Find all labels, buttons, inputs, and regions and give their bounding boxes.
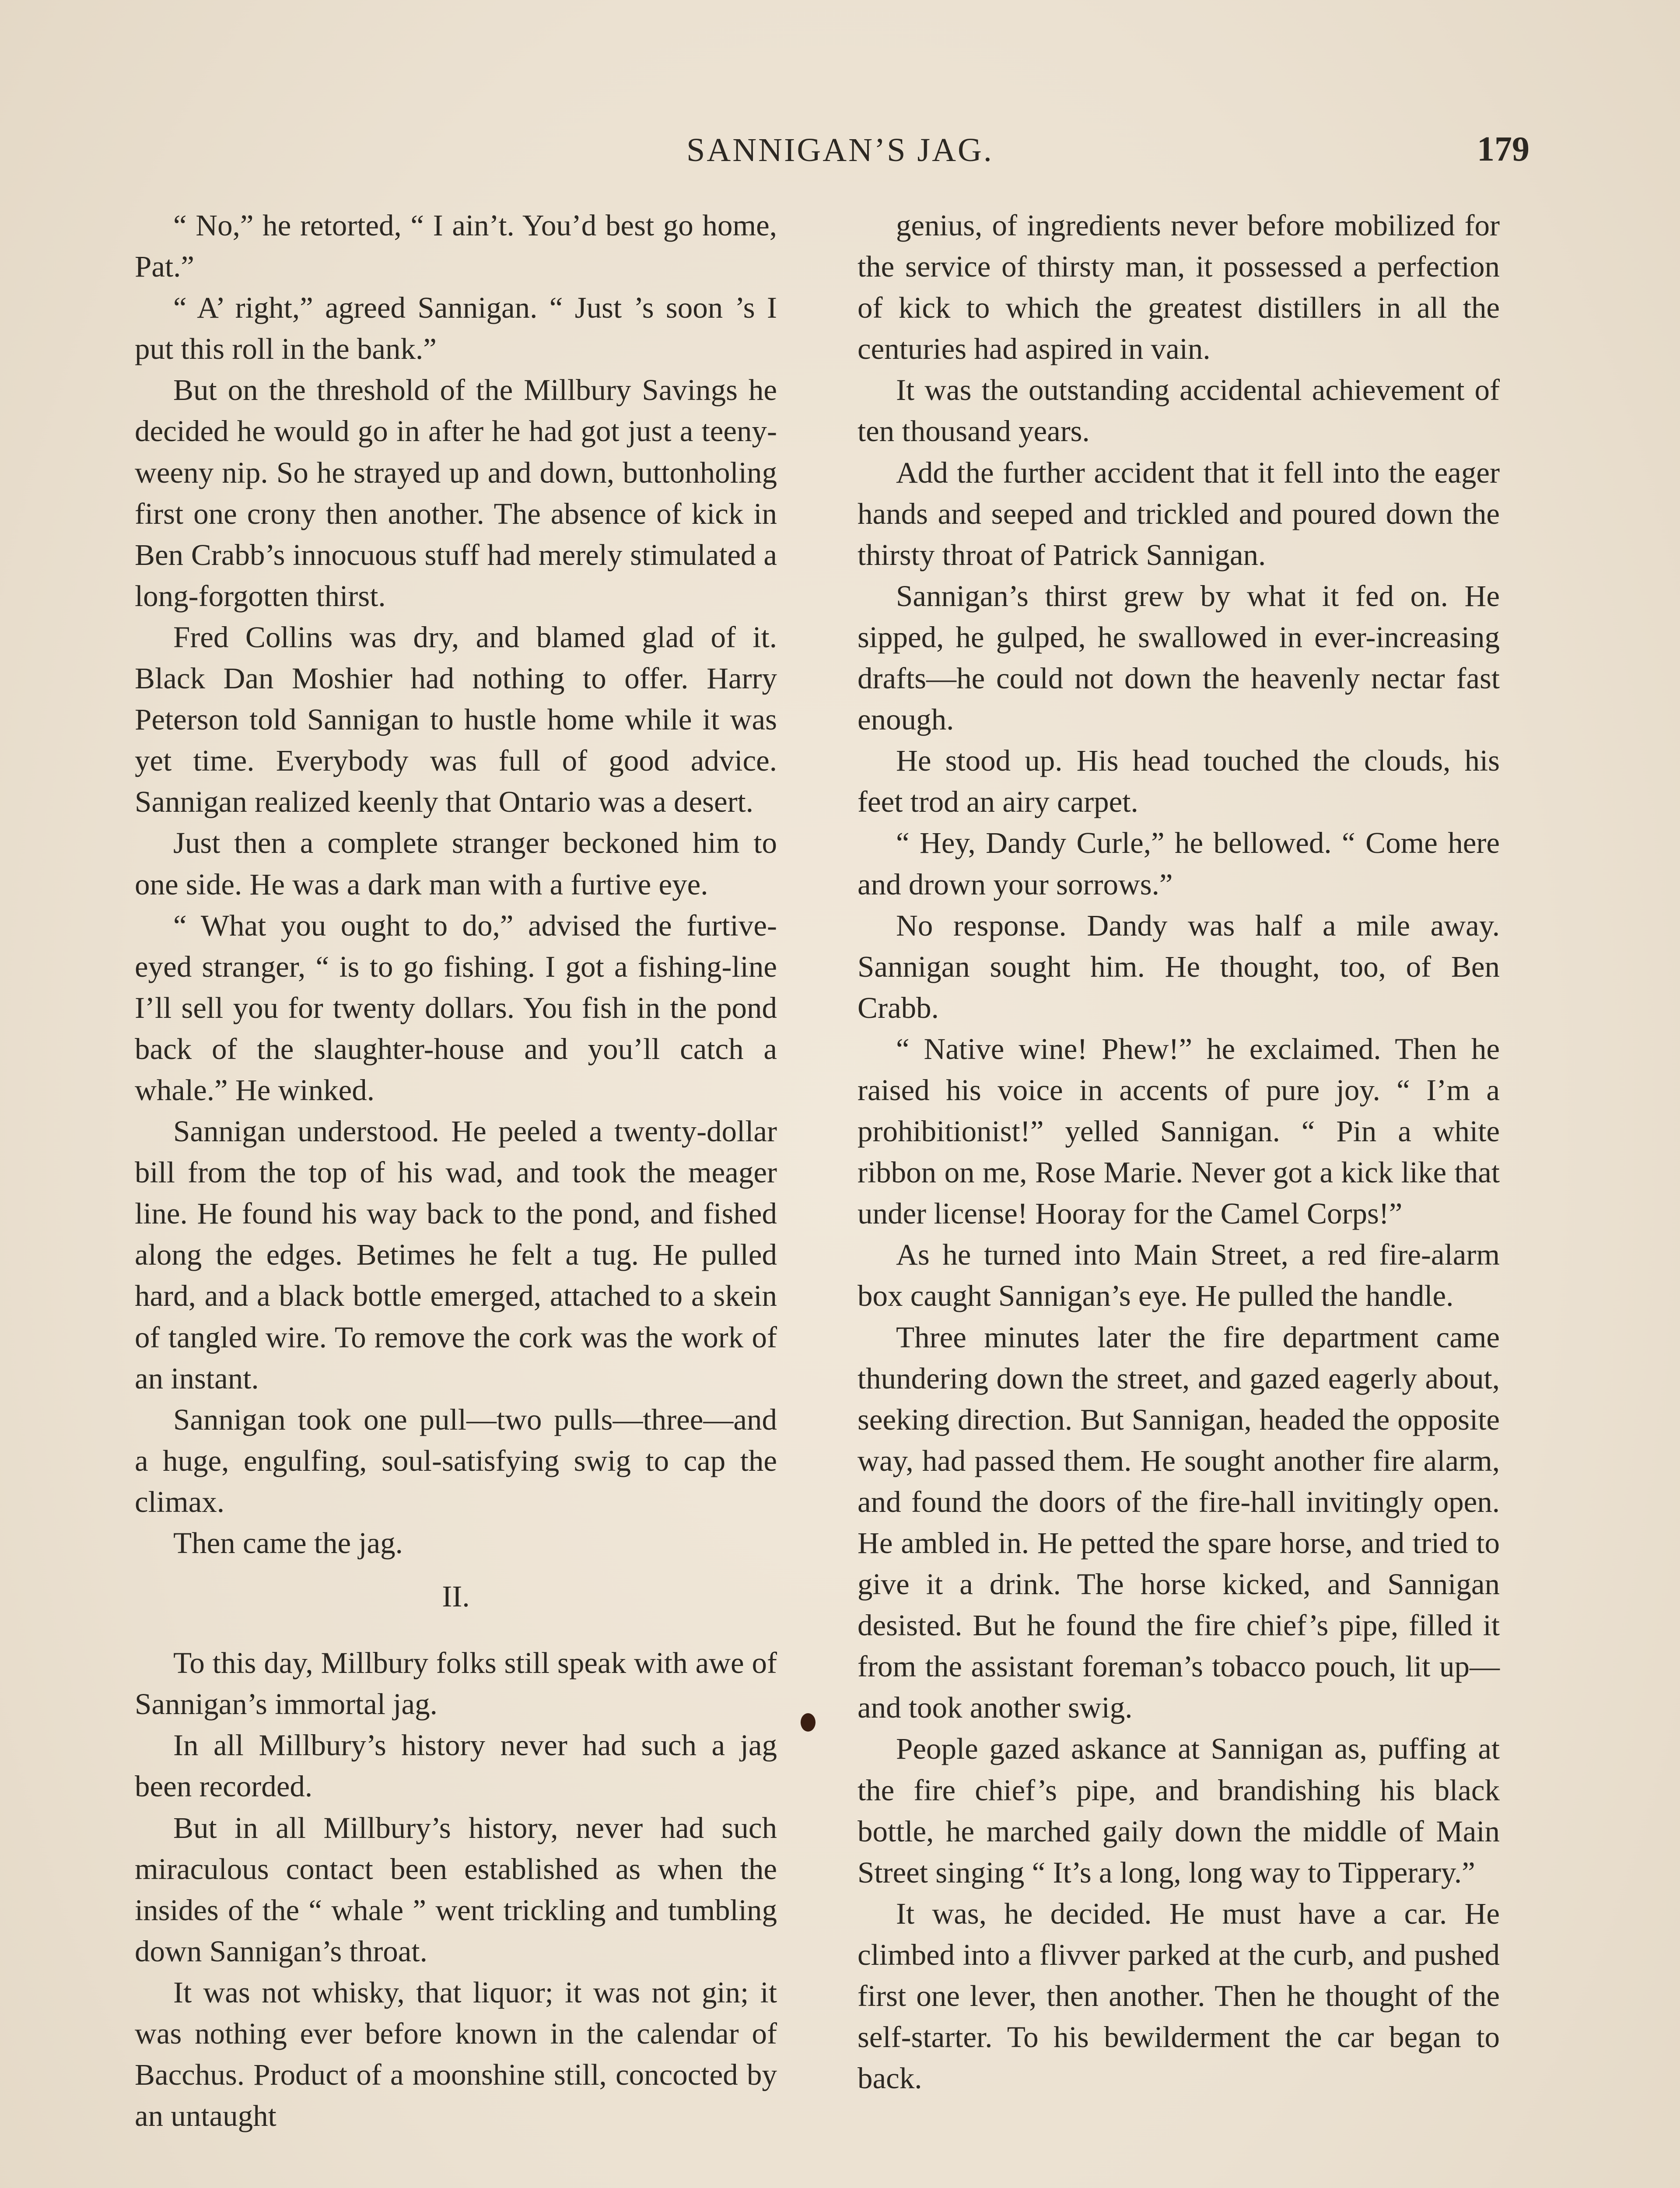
paragraph: But in all Millbury’s history, never had such miraculous contact been established as when the insides of the “ whale ” went trickling and tumbling down Sannigan’s throat. [135,1811,777,1968]
text-column-right [858,205,1500,2099]
paragraph: Then came the jag. [173,1526,403,1560]
paragraph: Just then a complete stranger beckoned him to one side. He was a dark man with a furtive eye. [135,826,777,901]
paragraph: People gazed askance at Sannigan as, puffing at the fire chief’s pipe, and brandishing his black bottle, he marched gaily down the middle of Main Street singing “ It’s a long, long way to Tipperary.” [858,1732,1500,1889]
paragraph: Sannigan understood. He peeled a twenty-dollar bill from the top of his wad, and took the meager line. He found his way back to the pond, and fished along the edges. Betimes he felt a tug. He pulled hard, and a black bottle emerged, attached to a skein of tangled wire. To remove the cork was the work of an instant. [135,1115,777,1395]
paragraph: No response. Dandy was half a mile away. Sannigan sought him. He thought, too, of Ben Crabb. [858,908,1500,1024]
paragraph: It was, he decided. He must have a car. He climbed into a flivver parked at the curb, and pushed first one lever, then another. Then he thought of the self-starter. To his bewilderment the car began to back. [858,1897,1500,2095]
paragraph: Add the further accident that it fell into the eager hands and seeped and trickled and poured down the thirsty throat of Patrick Sannigan. [858,456,1500,572]
paragraph: But on the threshold of the Millbury Savings he decided he would go in after he had got just a teeny-weeny nip. So he strayed up and down, buttonholing first one crony then another. The absence of kick in Ben Crabb’s innocuous stuff had merely stimulated a long-forgotten thirst. [135,373,777,613]
text-column-left [135,205,777,2136]
paragraph: “ No,” he retorted, “ I ain’t. You’d best go home, Pat.” [135,209,777,284]
paragraph: Three minutes later the fire department came thundering down the street, and gazed eagerly about, seeking direction. But Sannigan, headed the opposite way, had passed them. He sought another fire alarm, and found the doors of the fire-hall invitingly open. He ambled in. He petted the spare horse, and tried to give it a drink. The horse kicked, and Sannigan desisted. But he found the fire chief’s pipe, filled it from the assistant foreman’s tobacco pouch, lit up—and took another swig. [858,1320,1500,1725]
paragraph: “ What you ought to do,” advised the furtive-eyed stranger, “ is to go fishing. I got a fishing-line I’ll sell you for twenty dollars. You fish in the pond back of the slaughter-house and you’ll catch a whale.” He winked. [135,908,777,1107]
page-number: 179 [1477,130,1530,168]
paragraph: Sannigan took one pull—two pulls—three—and a huge, engulfing, soul-satisfying swig to cap the climax. [135,1403,777,1518]
paragraph: To this day, Millbury folks still speak with awe of Sannigan’s immortal jag. [135,1646,777,1721]
paragraph: “ Native wine! Phew!” he exclaimed. Then he raised his voice in accents of pure joy. “ I’m a prohibitionist!” yelled Sannigan. “ Pin a white ribbon on me, Rose Marie. Never got a kick like that under license! Hooray for the Camel Corps!” [858,1032,1500,1231]
paragraph: “ A’ right,” agreed Sannigan. “ Just ’s soon ’s I put this roll in the bank.” [135,291,777,366]
section-heading: II. [442,1580,470,1613]
paragraph: Sannigan’s thirst grew by what it fed on. He sipped, he gulped, he swallowed in ever-increasing drafts—he could not down the heavenly nectar fast enough. [858,579,1500,736]
paragraph: In all Millbury’s history never had such a jag been recorded. [135,1729,777,1803]
paragraph: “ Hey, Dandy Curle,” he bellowed. “ Come here and drown your sorrows.” [858,826,1500,901]
ink-blot [801,1713,816,1732]
paragraph: It was not whisky, that liquor; it was not gin; it was nothing ever before known in the calendar of Bacchus. Product of a moonshine still, concocted by an untaught [135,1975,777,2133]
paragraph: It was the outstanding accidental achievement of ten thousand years. [858,373,1500,448]
paragraph: As he turned into Main Street, a red fire-alarm box caught Sannigan’s eye. He pulled the handle. [858,1238,1500,1313]
paragraph: genius, of ingredients never before mobilized for the service of thirsty man, it possessed a perfection of kick to which the greatest distillers in all the centuries had aspired in vain. [858,209,1500,366]
paragraph: He stood up. His head touched the clouds, his feet trod an airy carpet. [858,744,1500,819]
paragraph: Fred Collins was dry, and blamed glad of it. Black Dan Moshier had nothing to offer. Harry Peterson told Sannigan to hustle home while it was yet time. Everybody was full of good advice. Sannigan realized keenly that Ontario was a desert. [135,620,777,819]
running-title: SANNIGAN’S JAG. [686,132,994,168]
